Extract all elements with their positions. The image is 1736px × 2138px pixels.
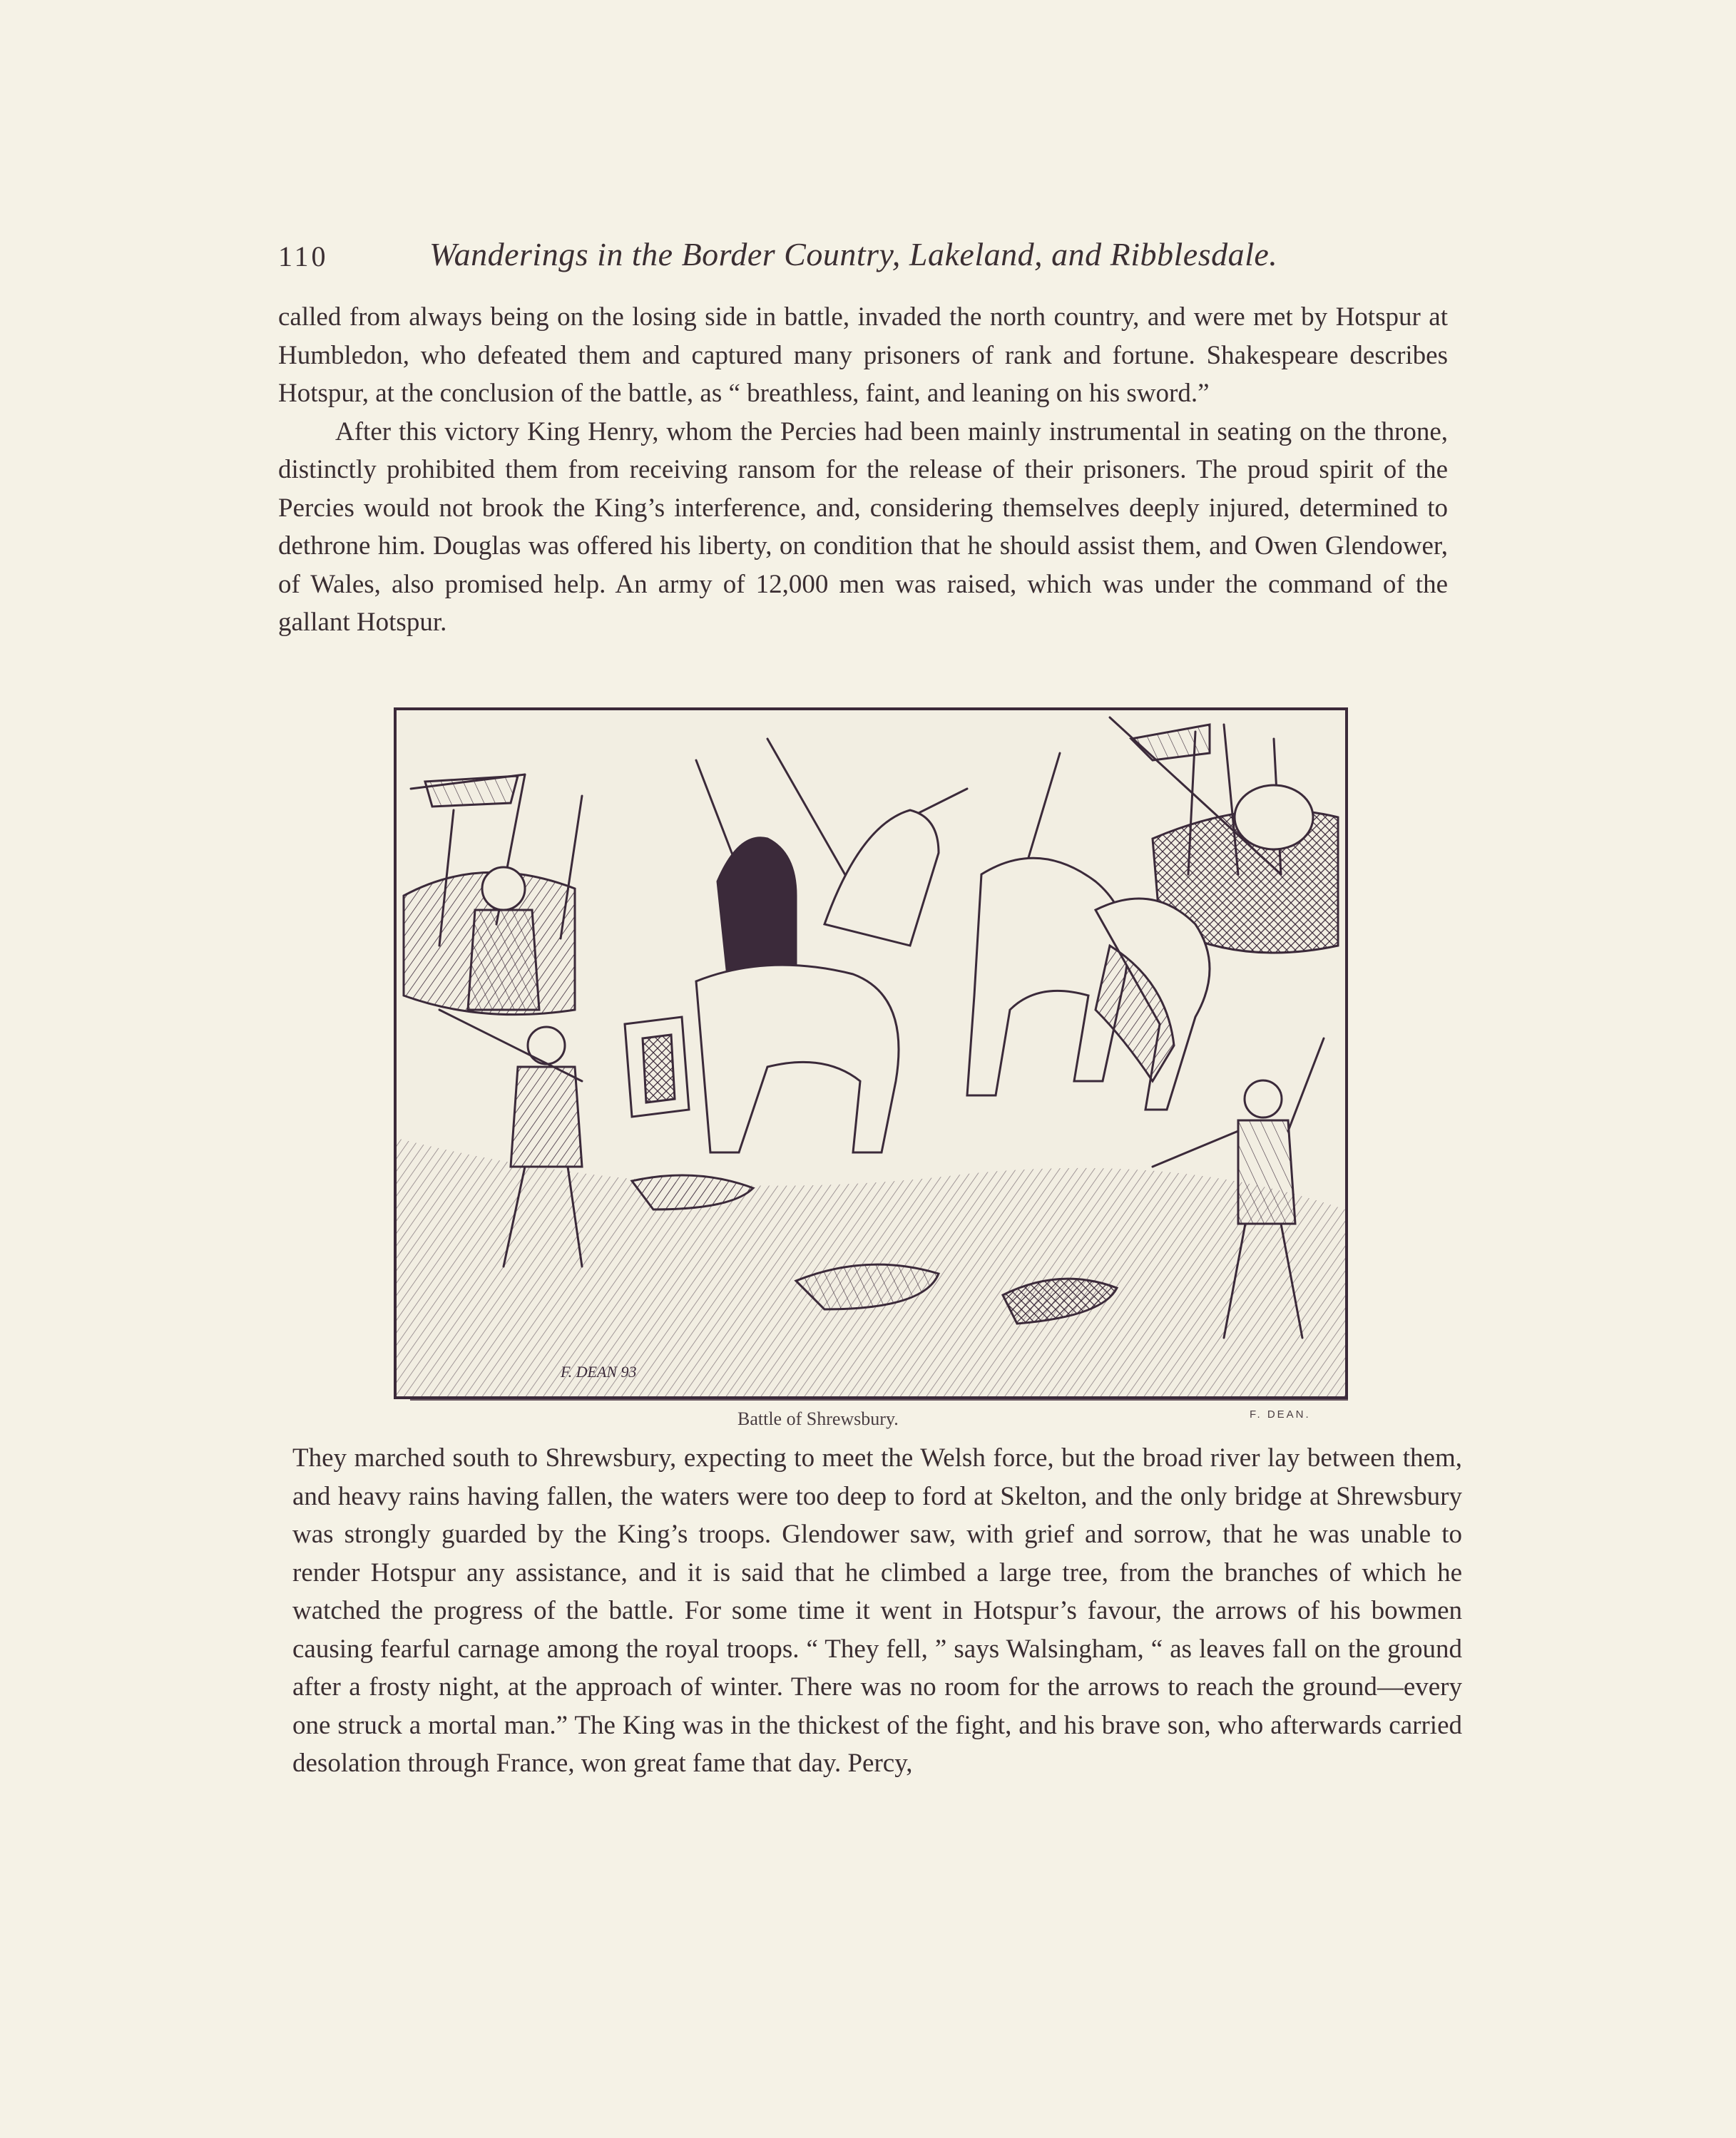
body-text-bottom — [292, 1439, 1462, 1783]
body-text-top — [278, 298, 1448, 642]
paragraph: They marched south to Shrewsbury, expecting to meet the Welsh force, but the broad river lay between them, and heavy rains having fallen, the waters were too deep to ford at Skelton, and the only bridge at Shrewsbury was strongly guarded by the King’s troops. Glendower saw, with grief and sorrow, that he was unable to render Hotspur any assistance, and it is said that he climbed a large tree, from the branches of which he watched the progress of the battle. For some time it went in Hotspur’s favour, the arrows of his bowmen causing fearful carnage among the royal troops. “ They fell, ” says Walsingham, “ as leaves fall on the ground after a frosty night, at the approach of winter. There was no room for the arrows to reach the ground—every one struck a mortal man.” The King was in the thickest of the fight, and his brave son, who afterwards carried desolation through France, won great fame that day. Percy, — [292, 1443, 1462, 1778]
running-title: Wanderings in the Border Country, Lakeland, and Ribblesdale. — [429, 236, 1278, 272]
page-number: 110 — [278, 240, 329, 272]
figure-caption: Battle of Shrewsbury. — [737, 1408, 899, 1429]
running-head — [278, 235, 1305, 285]
caption-rule — [410, 1399, 1348, 1401]
paragraph: called from always being on the losing side in battle, invaded the north country, and were met by Hotspur at Humbledon, who defeated them and captured many prisoners of rank and fortune. Shakespeare describes Hotspur, at the conclusion of the battle, as “ breathless, faint, and leaning on his sword.” — [278, 302, 1448, 408]
battle-illustration — [394, 707, 1348, 1399]
artist-signature: F. DEAN 93 — [561, 1363, 637, 1381]
paragraph: After this victory King Henry, whom the Percies had been mainly instrumental in seating on the throne, distinctly prohibited them from receiving ransom for the release of their prisoners. The proud spirit of the Percies would not brook the King’s interference, and, considering themselves deeply injured, determined to dethrone him. Douglas was offered his liberty, on condition that he should assist them, and Owen Glendower, of Wales, also promised help. An army of 12,000 men was raised, which was under the command of the gallant Hotspur. — [278, 416, 1448, 637]
figure-credit: F. DEAN. — [1250, 1408, 1311, 1421]
